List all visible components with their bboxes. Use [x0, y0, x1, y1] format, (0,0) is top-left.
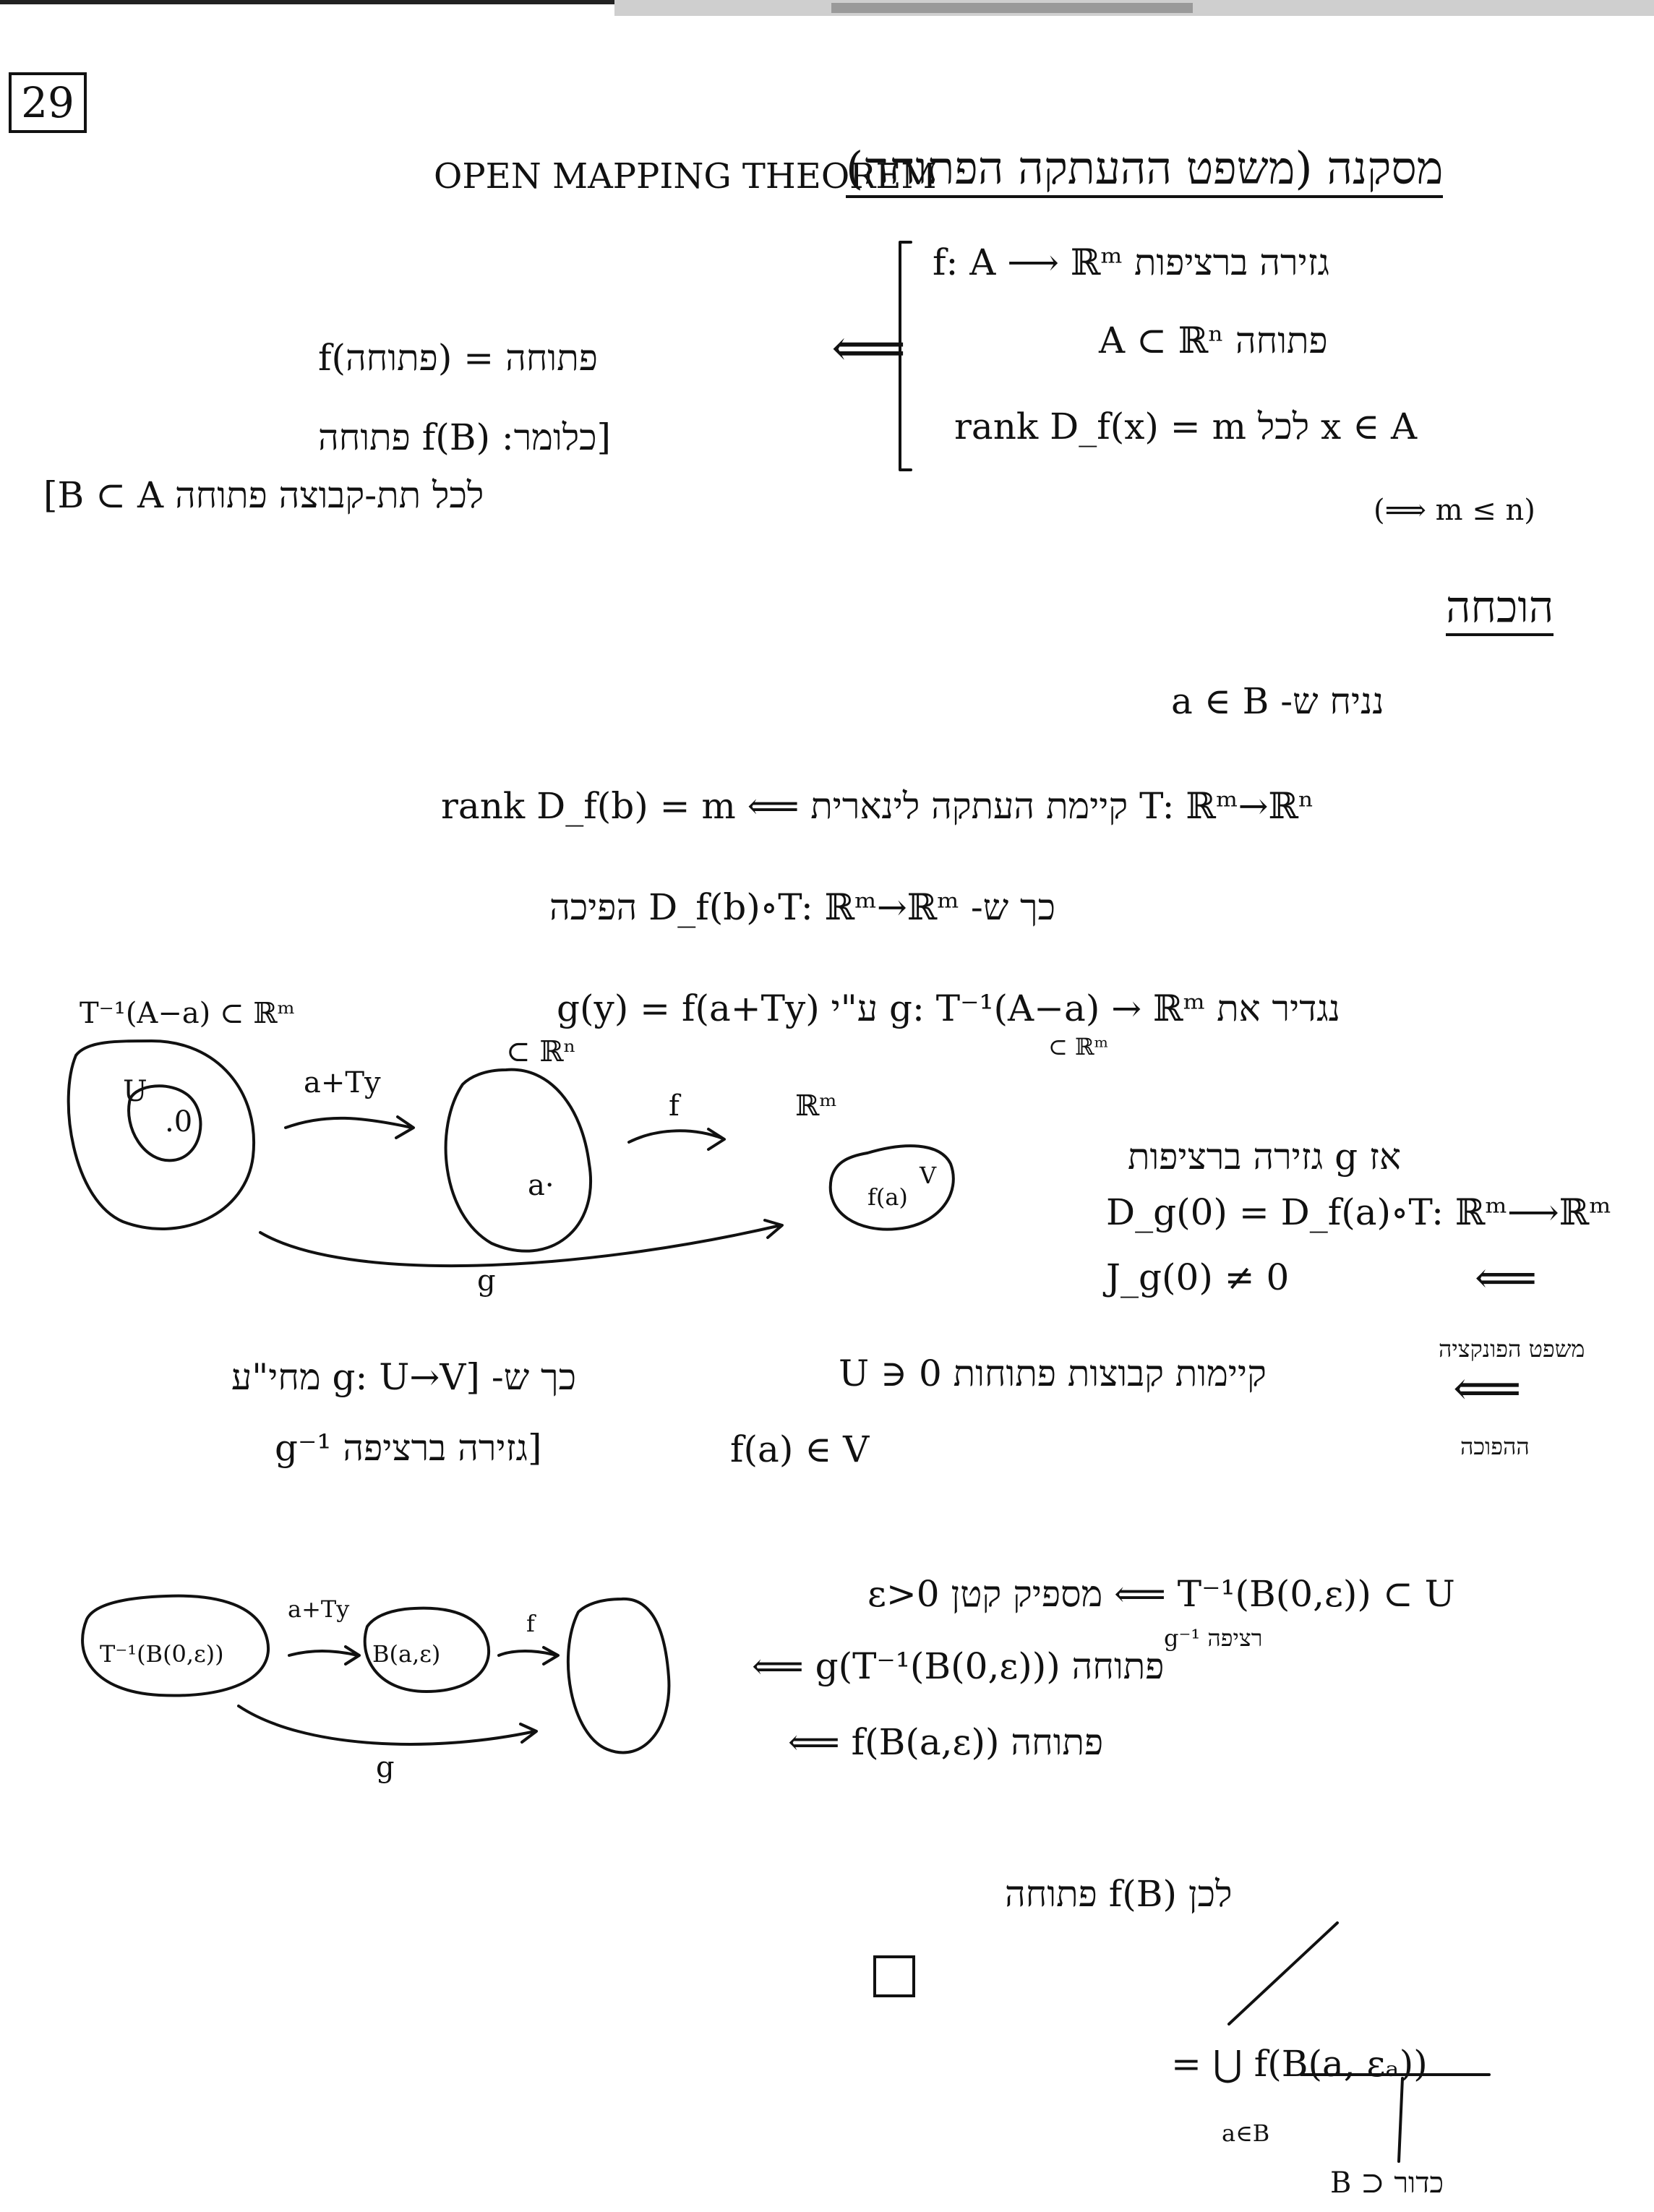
diagram1-domain-label: T⁻¹(A−a) ⊂ ℝᵐ: [80, 997, 296, 1030]
diagram1-middle-blob: [446, 1070, 591, 1251]
premise-3: rank D_f(x) = m לכל x ∈ A: [954, 406, 1418, 447]
diagram1-composite: g: [477, 1264, 496, 1298]
diagram1-middle-space: ⊂ ℝⁿ: [506, 1035, 576, 1068]
conclusion-detail-1: [כלומר: f(B) פתוחה: [318, 416, 612, 458]
conclusion: f(פתוחה) = פתוחה: [318, 337, 598, 379]
diagram2-map2-arrow: [499, 1647, 558, 1664]
union-note-pointer: [1399, 2078, 1402, 2161]
union-note: כדור ⊂ B: [1330, 2166, 1444, 2200]
diagram1-domain-blob: [69, 1041, 254, 1229]
premise-note: (⟹ m ≤ n): [1374, 494, 1535, 527]
diagram1-origin: .0: [165, 1105, 193, 1139]
continuity-label: g⁻¹ רציפה: [1164, 1624, 1263, 1652]
union-pointer: [1229, 1923, 1337, 2024]
diagram1-codomain: ℝᵐ: [795, 1089, 837, 1123]
proof-step-8: ⟸ f(B(a,ε)) פתוחה: [788, 1721, 1104, 1763]
proof-step-6: ε>0 מספיק קטן ⟸ T⁻¹(B(0,ε)) ⊂ U: [867, 1573, 1455, 1615]
diagram2-image-blob: [568, 1599, 669, 1753]
proof-step-5c: כך ש- [g: U→V מחי"ע: [231, 1356, 577, 1398]
inverse-theorem-label-2: ההפוכה: [1460, 1433, 1530, 1460]
diagram2-composite-arrow: [239, 1706, 536, 1744]
diagram1-inner-set-circle: [129, 1086, 200, 1160]
implies-arrow: ⟸: [831, 317, 907, 378]
union-expression: = ⋃ f(B(a, εₐ)): [1171, 2043, 1428, 2085]
inverse-theorem-label: משפט הפונקציה: [1439, 1335, 1585, 1363]
diagram2-map2: f: [526, 1610, 535, 1637]
proof-step-5b: f(a) ∈ V: [730, 1428, 870, 1470]
title-hebrew: מסקנה (משפט ההעתקה הפתוחה): [846, 146, 1443, 198]
union-index: a∈B: [1222, 2119, 1270, 2147]
diagram1-inner-set: U: [123, 1075, 147, 1108]
proof-step-9: לכן f(B) פתוחה: [1005, 1873, 1233, 1915]
diagram2-middle-set: B(a,ε): [372, 1640, 441, 1668]
premise-bracket: [900, 242, 911, 470]
proof-step-4c: J_g(0) ≠ 0: [1106, 1256, 1290, 1298]
diagram1-image-point: f(a): [867, 1183, 908, 1211]
proof-step-7: ⟸ g(T⁻¹(B(0,ε))) פתוחה: [752, 1645, 1165, 1687]
conclusion-detail-2: לכל תת-קבוצה פתוחה B ⊂ A]: [43, 474, 484, 516]
proof-step-4b: D_g(0) = D_f(a)∘T: ℝᵐ⟶ℝᵐ: [1106, 1191, 1611, 1233]
diagram1-map1-arrow: [286, 1117, 414, 1138]
diagram1-map2-arrow: [629, 1129, 724, 1149]
proof-step-2a: rank D_f(b) = m ⟸ קיימת העתקה לינארית T: ℝᵐ→ℝⁿ: [441, 785, 1314, 827]
diagram1-map2: f: [669, 1089, 680, 1123]
diagram1-image-blob: [831, 1146, 954, 1229]
proof-step-5d: g⁻¹ גזירה ברציפה]: [275, 1427, 542, 1469]
proof-heading: הוכחה: [1446, 586, 1554, 636]
diagram2-middle-circle: [365, 1608, 489, 1692]
diagram1-image-set: V: [920, 1162, 937, 1189]
proof-step-5a: קיימות קבוצות פתוחות 0 ∈ U: [839, 1353, 1267, 1394]
proof-step-4a: אז g גזירה ברציפות: [1128, 1136, 1401, 1178]
diagram2-composite: g: [376, 1751, 395, 1784]
proof-step-3: נגדיר את g: T⁻¹(A−a) → ℝᵐ ע"י g(y) = f(a+Ty): [557, 987, 1341, 1029]
diagram1-middle-point: a·: [528, 1169, 554, 1202]
proof-step-2b: כך ש- D_f(b)∘T: ℝᵐ→ℝᵐ הפיכה: [549, 886, 1056, 928]
diagram2-left-blob: [82, 1596, 268, 1696]
proof-step-3-under: ⊂ ℝᵐ: [1048, 1033, 1109, 1060]
diagram2-left-set: T⁻¹(B(0,ε)): [100, 1640, 224, 1668]
title-english: OPEN MAPPING THEOREM: [434, 156, 937, 197]
page-number: 29: [9, 72, 87, 133]
diagram1-composite-arrow: [260, 1220, 782, 1266]
diagram2-map1: a+Ty: [288, 1595, 350, 1623]
premise-1: f: A ⟶ ℝᵐ גזירה ברציפות: [933, 241, 1330, 283]
premise-2: A ⊂ ℝⁿ פתוחה: [1099, 320, 1328, 361]
diagram1-map1: a+Ty: [304, 1066, 381, 1099]
proof-step-4c-arrow: ⟸: [1475, 1253, 1538, 1303]
inverse-theorem-arrow: ⟸: [1453, 1360, 1522, 1416]
proof-step-1: נניח ש- a ∈ B: [1171, 680, 1384, 722]
diagram2-map1-arrow: [289, 1647, 359, 1664]
